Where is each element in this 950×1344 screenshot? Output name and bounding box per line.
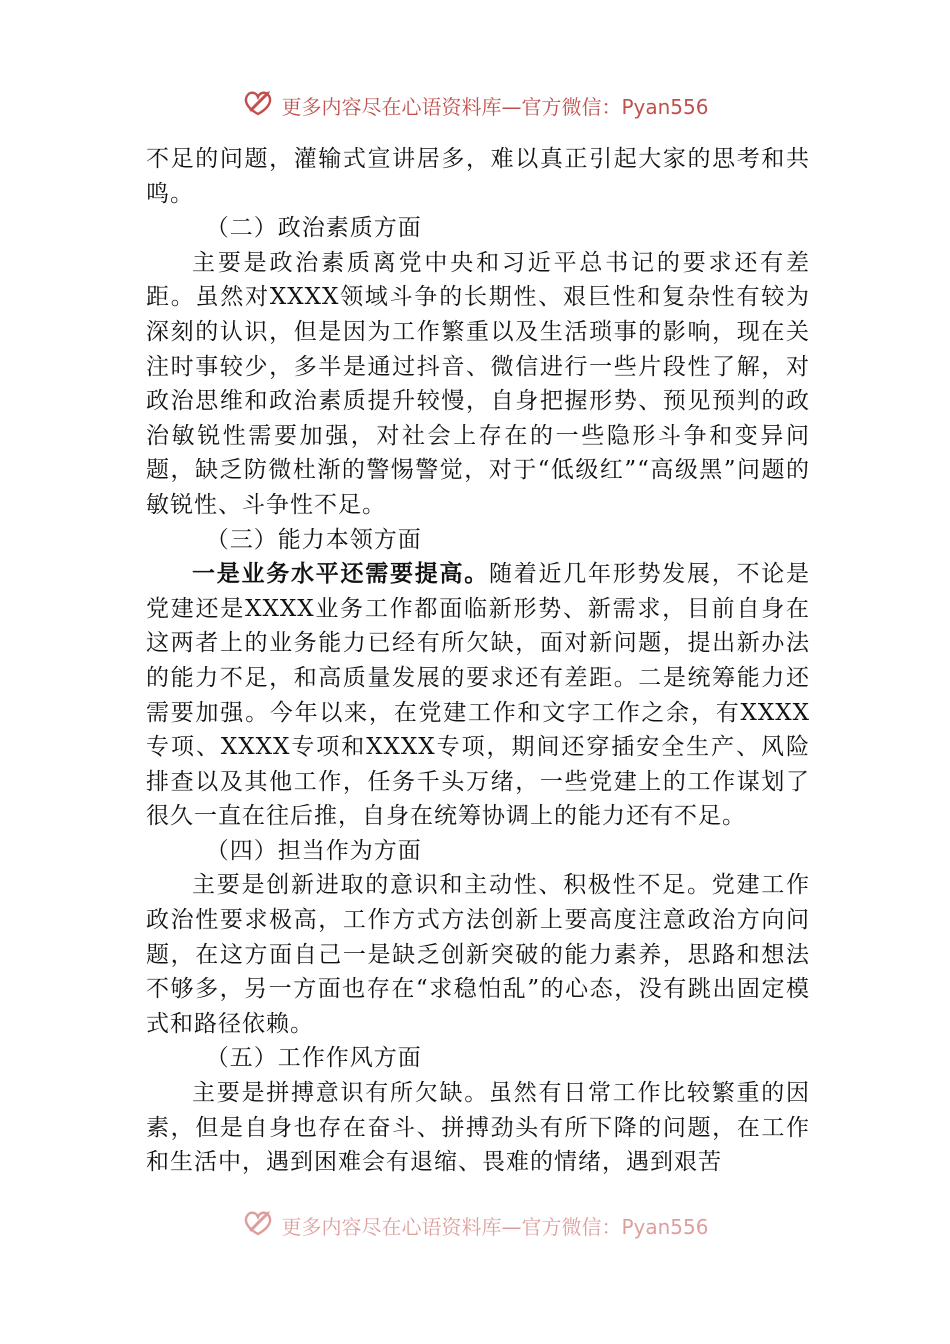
section-heading-political: （二）政治素质方面: [205, 215, 422, 242]
watermark-logo-icon: [241, 1208, 275, 1243]
watermark-logo-icon: [241, 88, 275, 123]
paragraph-responsibility: 主要是创新进取的意识和主动性、积极性不足。党建工作政治性要求极高，工作方式方法创新上要高度注意政治方向问题，在这方面自己一是缺乏创新突破的能力素养，思路和想法不够多，另一方面也存在“求稳怕乱”的心态，没有跳出固定模式和路径依赖。: [146, 872, 810, 1037]
watermark-text: 更多内容尽在心语资料库—官方微信：Pyan556: [281, 1215, 709, 1239]
paragraph-political: 主要是政治素质离党中央和习近平总书记的要求还有差距。虽然对XXXX领域斗争的长期性、艰巨性和复杂性有较为深刻的认识，但是因为工作繁重以及生活琐事的影响，现在关注时事较少，多半是通过抖音、微信进行一些片段性了解，对政治思维和政治素质提升较慢，自身把握形势、预见预判的政治敏锐性需要加强，对社会上存在的一些隐形斗争和变异问题，缺乏防微杜渐的警惕警觉，对于“低级红”“高级黑”问题的敏锐性、斗争性不足。: [146, 249, 810, 518]
paragraph-ability: [146, 557, 810, 834]
document-body: [146, 142, 810, 1180]
section-heading-ability: （三）能力本领方面: [205, 526, 422, 553]
paragraph-continuation: 不足的问题，灌输式宣讲居多，难以真正引起大家的思考和共鸣。: [146, 146, 810, 207]
watermark-footer: [0, 1208, 950, 1243]
section-heading-responsibility: （四）担当作为方面: [205, 837, 422, 864]
watermark-text: 更多内容尽在心语资料库—官方微信：Pyan556: [281, 95, 709, 119]
paragraph-ability-lead: 一是业务水平还需要提高。: [192, 560, 489, 588]
section-heading-work-style: （五）工作作风方面: [205, 1045, 422, 1072]
watermark-header: [0, 88, 950, 123]
paragraph-ability-text: 随着近几年形势发展，不论是党建还是XXXX业务工作都面临新形势、新需求，目前自身在这两者上的业务能力已经有所欠缺，面对新问题，提出新办法的能力不足，和高质量发展的要求还有差距。二是统筹能力还需要加强。今年以来，在党建工作和文字工作之余，有XXXX专项、XXXX专项和XXXX专项，期间还穿插安全生产、风险排查以及其他工作，任务千头万绪，一些党建上的工作谋划了很久一直在往后推，自身在统筹协调上的能力还有不足。: [146, 561, 810, 830]
paragraph-work-style: 主要是拼搏意识有所欠缺。虽然有日常工作比较繁重的因素，但是自身也存在奋斗、拼搏劲头有所下降的问题，在工作和生活中，遇到困难会有退缩、畏难的情绪，遇到艰苦: [146, 1080, 810, 1176]
